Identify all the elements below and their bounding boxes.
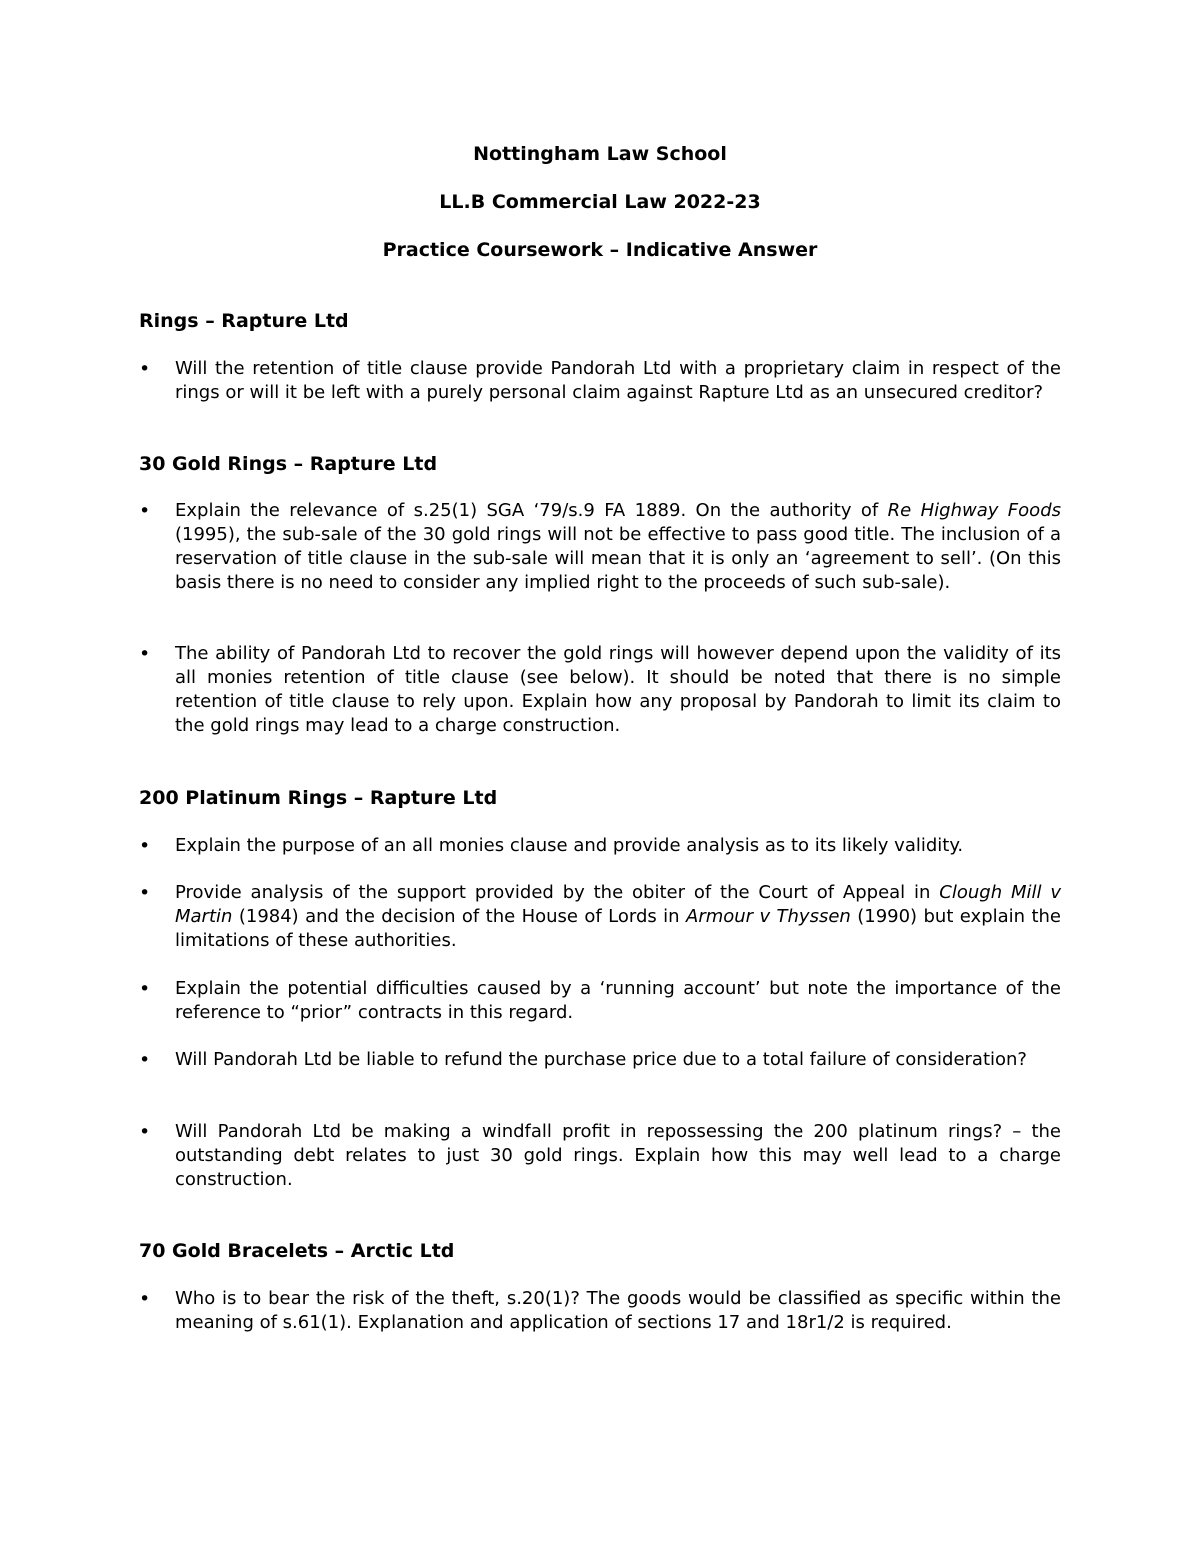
bullet-text — [175, 499, 1061, 595]
list-item — [139, 977, 1061, 1025]
list-item — [139, 642, 1061, 738]
bullet-text — [175, 834, 1061, 858]
text-run: (1995), the sub-sale of the 30 gold rings will not be effective to pass good title. The inclusion of a reservation of title clause in the sub-sale will mean that it is only an ‘agreement to sell’. (On this basis there is no need to consider any implied right to the proceeds of such sub-sale). — [175, 524, 1061, 593]
section-heading-gold-bracelets: 70 Gold Bracelets – Arctic Ltd — [139, 1240, 455, 1262]
text-run: Will Pandorah Ltd be liable to refund the purchase price due to a total failure of consideration? — [175, 1049, 1027, 1070]
bullet-text — [175, 1120, 1061, 1192]
text-run: Provide analysis of the support provided by the obiter of the Court of Appeal in — [175, 882, 940, 903]
document-title-assignment: Practice Coursework – Indicative Answer — [382, 239, 818, 261]
bullet-text — [175, 1287, 1061, 1335]
list-item — [139, 881, 1061, 953]
bullet-icon: • — [139, 1121, 151, 1143]
bullet-icon: • — [139, 978, 151, 1000]
text-run: Explain the purpose of an all monies clause and provide analysis as to its likely validity. — [175, 835, 964, 856]
bullet-text — [175, 642, 1061, 738]
section-heading-platinum-rings: 200 Platinum Rings – Rapture Ltd — [139, 787, 498, 809]
list-item — [139, 1287, 1061, 1335]
bullet-icon: • — [139, 1288, 151, 1310]
list-item — [139, 834, 1061, 858]
document-title-course: LL.B Commercial Law 2022-23 — [439, 191, 761, 213]
bullet-icon: • — [139, 500, 151, 522]
list-item — [139, 357, 1061, 405]
bullet-text — [175, 1048, 1061, 1072]
text-run: (1990) but explain the limitations of these authorities. — [175, 906, 1062, 951]
bullet-icon: • — [139, 1049, 151, 1071]
text-run: Will Pandorah Ltd be making a windfall profit in repossessing the 200 platinum rings? – the outstanding debt relates to just 30 gold rings. Explain how this may well lead to a charge construction. — [175, 1121, 1061, 1190]
list-item — [139, 1120, 1061, 1192]
bullet-icon: • — [139, 358, 151, 380]
text-run: Who is to bear the risk of the theft, s.20(1)? The goods would be classified as specific within the meaning of s.61(1). Explanation and application of sections 17 and 18r1/2 is required. — [175, 1288, 1061, 1333]
bullet-icon: • — [139, 835, 151, 857]
list-item — [139, 1048, 1061, 1072]
text-run: The ability of Pandorah Ltd to recover the gold rings will however depend upon the validity of its all monies retention of title clause (see below). It should be noted that there is no simple retention of title clause to rely upon. Explain how any proposal by Pandorah to limit its claim to the gold rings may lead to a charge construction. — [175, 643, 1061, 736]
text-run: Will the retention of title clause provide Pandorah Ltd with a proprietary claim in respect of the rings or will it be left with a purely personal claim against Rapture Ltd as an unsecured creditor? — [175, 358, 1061, 403]
bullet-text — [175, 357, 1061, 405]
bullet-text — [175, 881, 1061, 953]
section-heading-rings: Rings – Rapture Ltd — [139, 310, 349, 332]
section-heading-gold-rings: 30 Gold Rings – Rapture Ltd — [139, 453, 438, 475]
document-title-institution: Nottingham Law School — [473, 143, 727, 165]
text-run: Explain the relevance of s.25(1) SGA ‘79/s.9 FA 1889. On the authority of — [175, 500, 888, 521]
case-name: Armour v Thyssen — [686, 906, 851, 927]
list-item — [139, 499, 1061, 595]
bullet-text — [175, 977, 1061, 1025]
case-name: Clough Mill v Martin — [175, 882, 1062, 927]
case-name: Re Highway Foods — [887, 500, 1061, 521]
bullet-icon: • — [139, 882, 151, 904]
bullet-icon: • — [139, 643, 151, 665]
text-run: Explain the potential difficulties caused by a ‘running account’ but note the importance of the reference to “prior” contracts in this regard. — [175, 978, 1061, 1023]
text-run: (1984) and the decision of the House of Lords in — [232, 906, 686, 927]
